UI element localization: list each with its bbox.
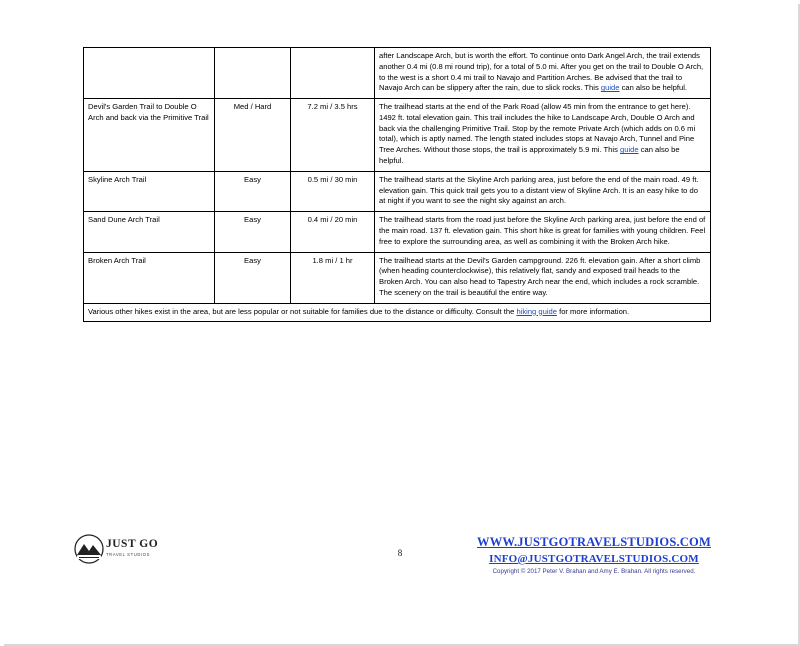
- trail-difficulty-cell: [215, 48, 291, 99]
- table-row: [84, 99, 711, 172]
- trail-description-cell: [375, 48, 711, 99]
- footer-contact: [444, 535, 744, 575]
- trail-difficulty-cell: Easy: [215, 212, 291, 252]
- trail-distance-cell: 7.2 mi / 3.5 hrs: [291, 99, 375, 172]
- footnote-text-after: for more information.: [556, 306, 630, 316]
- trail-description-cell: The trailhead starts from the road just before the Skyline Arch parking area, just before the end of the main road. 137 ft. elevation gain. This short hike is great for families with young children. Feel free to explore the surrounding area, as well as combining it with the Broken Arch hike.: [375, 212, 711, 252]
- copyright-text: Copyright © 2017 Peter V. Brahan and Amy E. Brahan. All rights reserved.: [492, 568, 696, 575]
- trail-distance-cell: 0.4 mi / 20 min: [291, 212, 375, 252]
- website-link[interactable]: WWW.JUSTGOTRAVELSTUDIOS.COM: [477, 535, 711, 549]
- table-footnote-cell: [84, 303, 711, 322]
- description-text-after: can also be helpful.: [619, 83, 688, 93]
- trail-distance-cell: 1.8 mi / 1 hr: [291, 252, 375, 303]
- trail-difficulty-cell: Med / Hard: [215, 99, 291, 172]
- trail-name-cell: Sand Dune Arch Trail: [84, 212, 215, 252]
- logo-title: JUST GO: [106, 538, 159, 550]
- brand-logo: [74, 534, 170, 582]
- logo-wordmark: [106, 539, 158, 557]
- trail-distance-cell: 0.5 mi / 30 min: [291, 171, 375, 211]
- mountain-arch-icon: [74, 534, 104, 564]
- trail-description-cell: The trailhead starts at the Skyline Arch parking area, just before the end of the main road. 49 ft. elevation gain. This quick trail gets you to a distant view of Skyline Arch. It is an easy hike to do at night if you want to see the night sky against an arch.: [375, 171, 711, 211]
- description-text-after: can also be helpful.: [379, 145, 680, 166]
- email-link[interactable]: INFO@JUSTGOTRAVELSTUDIOS.COM: [489, 553, 699, 565]
- trail-description-cell: The trailhead starts at the Devil's Garden campground. 226 ft. elevation gain. After a short climb (when heading counterclockwise), this relatively flat, sandy and exposed trail heads to the Broken Arch. You can also head to Tapestry Arch near the end, which includes a rock scramble. The scenery on the trail is beautiful the entire way.: [375, 252, 711, 303]
- trail-name-cell: [84, 48, 215, 99]
- footnote-text: Various other hikes exist in the area, but are less popular or not suitable for families due to the distance or difficulty. Consult the: [88, 306, 517, 316]
- description-text: The trailhead starts at the end of the Park Road (allow 45 min from the entrance to get here). 1492 ft. total elevation gain. This trail includes the hike to Landscape Arch, Double O Arch and back via the challenging Primitive Trail. Stop by the remote Private Arch (which adds on 0.6 mi total), which is aptly named. The length stated includes stops at Navajo Arch, Tunnel and Pine Tree Arches. Without those stops, the trail is approximately 5.9 mi. This: [379, 102, 696, 155]
- logo-subtitle: TRAVEL STUDIOS: [106, 551, 150, 557]
- guide-link[interactable]: guide: [620, 145, 639, 155]
- trail-difficulty-cell: Easy: [215, 171, 291, 211]
- table-row: [84, 212, 711, 252]
- table-row: [84, 252, 711, 303]
- hiking-trails-table: [83, 47, 711, 322]
- table-row: [84, 48, 711, 99]
- description-text: after Landscape Arch, but is worth the effort. To continue onto Dark Angel Arch, the trail extends another 0.4 mi (0.8 mi round trip), for a total of 5.0 mi. After you get on the trail to Double O Arch, to the west is a short 0.4 mi trail to Navajo and Partition Arches. Be advised that the trail to Navajo Arch can be slippery after the rain, due to slick rocks. This: [379, 51, 704, 93]
- trail-difficulty-cell: Easy: [215, 252, 291, 303]
- trail-distance-cell: [291, 48, 375, 99]
- table-footnote-row: [84, 303, 711, 322]
- trail-name-cell: Devil's Garden Trail to Double O Arch and back via the Primitive Trail: [84, 99, 215, 172]
- guide-link[interactable]: guide: [600, 83, 620, 93]
- trail-name-cell: Broken Arch Trail: [84, 252, 215, 303]
- page-number: 8: [397, 548, 403, 558]
- trail-name-cell: Skyline Arch Trail: [84, 171, 215, 211]
- table-row: [84, 171, 711, 211]
- hiking-guide-link[interactable]: hiking guide: [516, 306, 557, 316]
- trail-description-cell: [375, 99, 711, 172]
